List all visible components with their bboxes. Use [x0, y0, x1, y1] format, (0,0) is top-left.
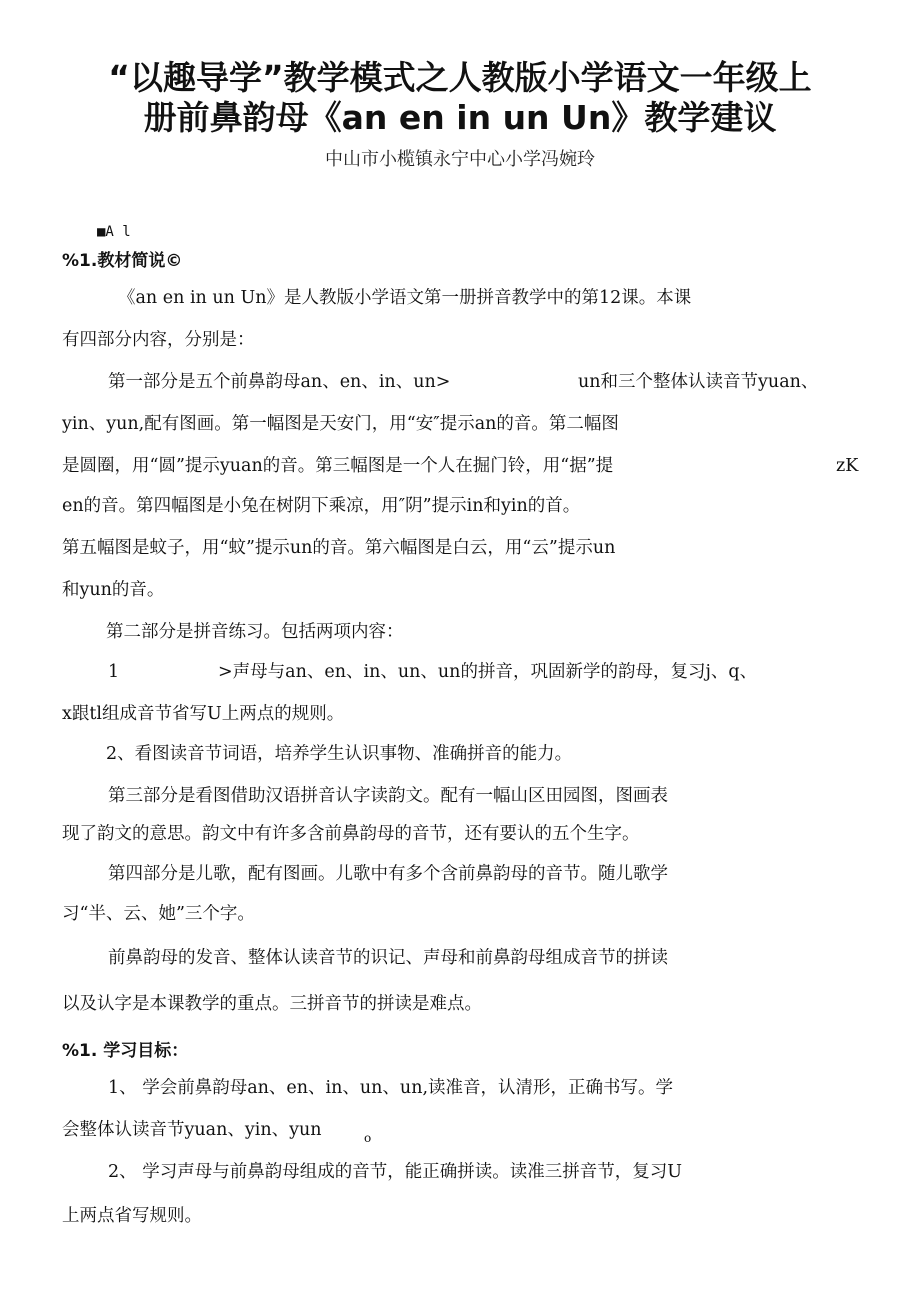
paragraph-line: 有四部分内容，分别是： [62, 330, 255, 350]
paragraph-line: 以及认字是本课教学的重点。三拼音节的拼读是难点。 [62, 994, 482, 1014]
document-title-line-1: “以趣导学”教学模式之人教版小学语文一年级上 [108, 58, 812, 97]
paragraph-line: 是圆圈，用“圆”提示yuan的音。第三幅图是一个人在掘门铃，用“据”提 [62, 456, 614, 476]
paragraph-line: x跟tl组成音节省写U上两点的规则。 [62, 704, 345, 724]
paragraph-line: 1、 学会前鼻韵母an、en、in、un、un,读准音，认清形，正确书写。学 [108, 1078, 674, 1098]
paragraph-line: 2、看图读音节词语，培养学生认识事物、准确拼音的能力。 [106, 744, 573, 764]
paragraph-line: 第一部分是五个前鼻韵母an、en、in、un> [108, 372, 451, 392]
paragraph-line: 习“半、云、她”三个字。 [62, 904, 255, 924]
paragraph-line: >声母与an、en、in、un、un的拼音，巩固新学的韵母，复习j、q、 [218, 662, 758, 682]
list-number: 1 [108, 662, 120, 682]
paragraph-line: 《an en in un Un》是人教版小学语文第一册拼音教学中的第12课。本课 [118, 288, 692, 308]
paragraph-line: 第四部分是儿歌，配有图画。儿歌中有多个含前鼻韵母的音节。随儿歌学 [108, 864, 668, 884]
paragraph-line: 2、 学习声母与前鼻韵母组成的音节，能正确拼读。读准三拼音节，复习U [108, 1162, 682, 1182]
paragraph-line: 上两点省写规则。 [62, 1206, 202, 1226]
paragraph-line: 第五幅图是蚊子，用“蚊”提示un的音。第六幅图是白云，用“云”提示un [62, 538, 616, 558]
paragraph-line: un和三个整体认读音节yuan、 [578, 372, 819, 392]
paragraph-line: 前鼻韵母的发音、整体认读音节的识记、声母和前鼻韵母组成音节的拼读 [108, 948, 668, 968]
paragraph-line: 和yun的音。 [62, 580, 165, 600]
paragraph-line: 第三部分是看图借助汉语拼音认字读韵文。配有一幅山区田园图，图画表 [108, 786, 668, 806]
author-line: 中山市小榄镇永宁中心小学冯婉玲 [325, 149, 595, 170]
paragraph-line: 现了韵文的意思。韵文中有许多含前鼻韵母的音节，还有要认的五个生字。 [62, 824, 640, 844]
section-heading-textbook-overview: %1.教材简说© [62, 251, 183, 271]
paragraph-line: 第二部分是拼音练习。包括两项内容： [106, 622, 404, 642]
paragraph-line: yin、yun,配有图画。第一幅图是天安门，用“安″提示an的音。第二幅图 [62, 414, 619, 434]
paragraph-line: en的音。第四幅图是小兔在树阴下乘凉，用″阴”提示in和yin的首。 [62, 496, 581, 516]
scan-artifact-mark: ■A l [97, 224, 131, 240]
document-title-line-2: 册前鼻韵母《an en in un Un》教学建议 [143, 98, 777, 137]
subscript-mark: o [364, 1131, 372, 1145]
paragraph-line: zK [836, 456, 859, 476]
paragraph-line: 会整体认读音节yuan、yin、yun [62, 1120, 322, 1140]
section-heading-learning-goals: %1. 学习目标： [62, 1041, 189, 1061]
